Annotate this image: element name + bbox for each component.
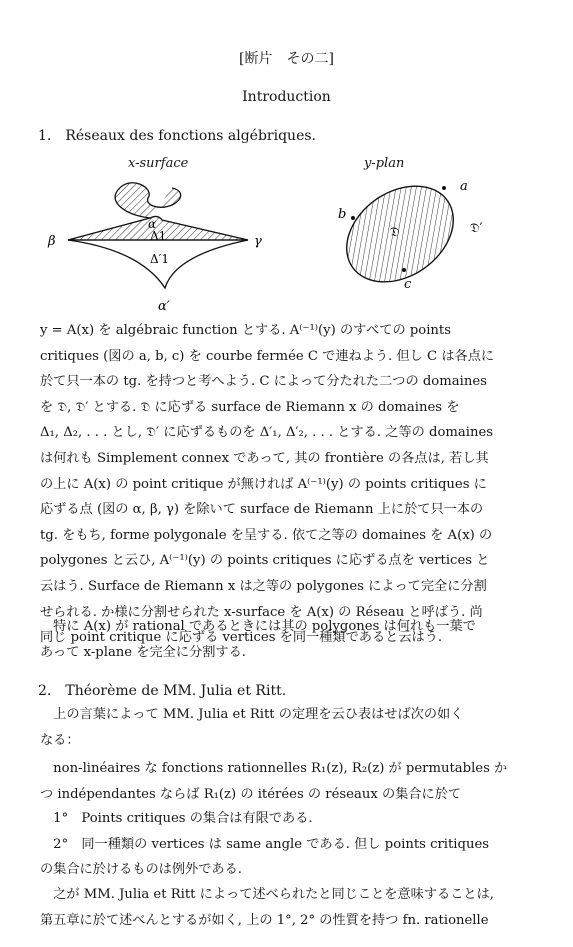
alpha-label: α [148,217,157,231]
paragraph-6 [40,882,538,933]
text-line: tg. をもち, forme polygonale を呈する. 依て之等の domaines を A(x) の [40,527,493,543]
delta1-prime-label: Δ′1 [150,252,170,266]
D-prime-label: 𝔇′ [470,221,483,236]
text-line: なる： [40,732,80,748]
text-line: 云はう. Surface de Riemann x は之等の polygones によって完全に分割 [40,578,487,594]
paragraph-1 [40,318,538,651]
beta-label: β [48,234,56,249]
figure [0,150,573,330]
point-b [351,216,355,220]
text-line: 於て只一本の tg. を持つと考へよう. C によって分たれた二つの domaines [40,374,487,390]
x-surface-label: x-surface [128,156,189,171]
x-surface-diagram [0,150,573,330]
text-line: non-linéaires な fonctions rationnelles R₁(z), R₂(z) が permutables か [40,761,508,776]
text-line: y = A(x) を algébraic function とする. A⁽⁻¹⁾(y) のすべての points [40,323,451,338]
paragraph-4 [40,756,538,807]
text-line: つ indépendantes ならば R₁(z) の itérées の réseaux の集合に於て [40,786,462,802]
text-line: 同じ point critique に応ずる vertices を同一種類であると云はう. [40,630,443,646]
y-plan-label: y-plan [364,156,405,171]
point-a [442,186,446,190]
section-2-title: 2. Théorème de MM. Julia et Ritt. [38,683,287,699]
b-label: b [338,207,347,222]
paragraph-3 [40,702,538,753]
text-line: を 𝔇, 𝔇′ とする. 𝔇 に応ずる surface de Riemann x の domaines を [40,399,460,415]
page-title: Introduction [242,89,331,105]
text-line: 之が MM. Julia et Ritt によって述べられたと同じことを意味することは, [40,887,494,902]
text-line: 第五章に於て述べんとするが如く, 上の 1°, 2° の性質を持つ fn. rationelle [40,912,489,928]
text-line: は何れも Simplement connex であって, 其の frontière の各点は, 若し其 [40,450,489,466]
delta1-label: Δ1 [150,229,167,243]
text-line: 2° 同一種類の vertices は same angle である. 但し points critiques [40,836,490,852]
section-1-title: 1. Réseaux des fonctions algébriques. [38,128,316,144]
text-line: 応ずる点 (図の α, β, γ) を除いて surface de Riemann 上に於て只一本の [40,502,484,518]
a-label: a [460,179,468,194]
text-line: 特に A(x) が rational であるときには其の polygones は何れも一葉で [40,619,476,634]
point-c [402,268,406,272]
text-line: critiques (図の a, b, c) を courbe fermée C で連ねよう. 但し C は各点に [40,348,495,364]
text-line: あって x-plane を完全に分割する. [40,644,246,660]
D-region [328,166,471,301]
alpha-loop [115,183,181,218]
alpha-prime-label: α′ [158,299,170,314]
text-line: せられる. か様に分割せられた x-surface を A(x) の Réseau と呼ばう. 尚 [40,604,483,620]
text-line: Δ₁, Δ₂, . . . とし, 𝔇′ に応ずるものを Δ′₁, Δ′₂, . . . とする. 之等の domaines [40,425,494,441]
text-line: の上に A(x) の point critique が無ければ A⁽⁻¹⁾(y) の points critiques に [40,476,487,492]
gamma-label: γ [254,234,262,249]
c-label: c [404,277,412,292]
fragment-label: [断片 その二] [239,51,334,67]
text-line: 上の言葉によって MM. Julia et Ritt の定理を云ひ表はせば次の如く [40,707,464,722]
text-line: polygones と云ひ, A⁽⁻¹⁾(y) の points critiques に応ずる点を vertices と [40,553,490,569]
paragraph-2 [40,614,538,665]
text-line: の集合に於けるものは例外である. [40,862,243,878]
D-label: 𝔇 [390,225,400,240]
text-line: 1° Points critiques の集合は有限である. [40,811,313,826]
paragraph-5 [40,806,538,883]
